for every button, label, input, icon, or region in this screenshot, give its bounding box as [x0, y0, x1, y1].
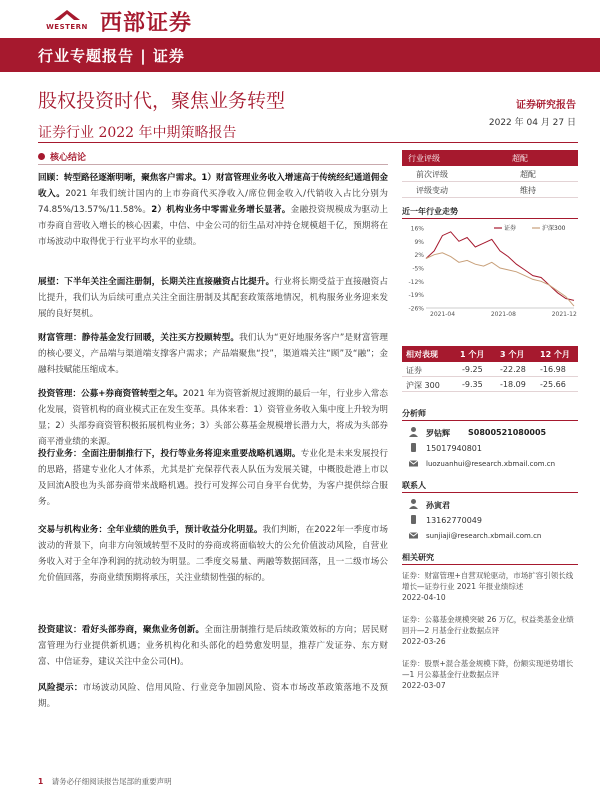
paragraph-lead: 投资建议：看好头部券商，聚焦业务创新。	[38, 625, 205, 635]
analyst-cert: S0800521080005	[468, 428, 547, 437]
performance-row	[402, 362, 578, 377]
contact-divider	[402, 492, 578, 493]
related-section-title: 相关研究	[402, 553, 434, 562]
chart-divider	[402, 218, 578, 219]
email-icon	[408, 530, 419, 541]
page-footer	[38, 776, 172, 787]
performance-table-header	[402, 346, 578, 362]
brand-logo	[38, 8, 96, 34]
rating-row	[402, 166, 578, 182]
report-subtitle: 证券行业 2022 年中期策略报告	[38, 125, 237, 141]
rating-label: 行业评级	[408, 154, 440, 163]
paragraph-lead: 展望：下半年关注全面注册制，长期关注直接融资占比提升。	[38, 277, 275, 287]
section-bullet-icon	[38, 153, 45, 160]
y-tick-label: -5%	[412, 265, 424, 273]
title-divider	[38, 142, 578, 143]
perf-cell: -16.98	[540, 365, 566, 374]
related-item-date: 2022-03-07	[402, 681, 446, 690]
analyst-email[interactable]: luozuanhui@research.xbmail.com.cn	[426, 460, 556, 468]
paragraph-text: 2021 年我们统计国内的上市券商代买净收入/席位佣金收入/代销收入占比分别为 74.85%/13.57%/11.58%。	[38, 189, 388, 215]
related-item-date: 2022-04-10	[402, 593, 446, 602]
rating-value: 超配	[520, 170, 536, 179]
analyst-phone: 15017940801	[426, 444, 482, 453]
rating-table-header	[402, 150, 578, 166]
related-item[interactable]	[402, 614, 578, 647]
phone-icon	[408, 514, 419, 525]
paragraph-lead: 投行业务：全面注册制推行下，投行等业务将迎来重要战略机遇期。	[38, 449, 301, 459]
rating-value: 超配	[512, 154, 528, 163]
related-item-date: 2022-03-26	[402, 637, 446, 646]
trend-chart	[402, 222, 578, 322]
chart-title: 近一年行业走势	[402, 207, 458, 216]
footer-disclaimer: 请务必仔细阅读报告尾部的重要声明	[51, 777, 172, 786]
related-item-title: 证券：财富管理+自营双轮驱动，市场扩容引领长线增长—证券行业 2021 年报业绩综述	[402, 571, 574, 591]
rating-label: 前次评级	[416, 170, 448, 179]
paragraph-trading	[38, 522, 388, 586]
brand-name-en: WESTERN	[46, 23, 88, 31]
report-date: 2022 年 04 月 27 日	[488, 118, 576, 128]
report-header	[0, 0, 600, 70]
phone-icon	[408, 442, 419, 453]
y-tick-label: -19%	[408, 292, 424, 300]
paragraph-investment	[38, 622, 388, 670]
person-icon	[408, 426, 419, 437]
person-icon	[408, 498, 419, 509]
paragraph-lead: 风险提示：	[38, 683, 83, 693]
paragraph-review	[38, 170, 388, 250]
perf-header-cell: 12 个月	[540, 350, 570, 359]
analyst-divider	[402, 420, 578, 421]
paragraph-text: 金融投资规模成为驱动上市券商自营收入增长的核心因素，中信、中金公司的衍生品对冲持仓规模超千亿，预期将在市场波动中取得优于行业平均水平的业绩。	[38, 205, 388, 247]
perf-header-cell: 相对表现	[406, 350, 438, 359]
banner-text: 行业专题报告 | 证券	[38, 47, 185, 65]
contact-phone: 13162770049	[426, 516, 482, 525]
section-title: 核心结论	[50, 153, 87, 163]
paragraph-lead: 财富管理：静待基金发行回暖，关注买方投顾转型。	[38, 333, 240, 343]
perf-cell: -25.66	[540, 380, 566, 389]
page-number: 1	[38, 777, 44, 786]
performance-row	[402, 377, 578, 392]
paragraph-text: 行业将长期受益于直接融资占比提升，我们认为后续可重点关注全面注册制及其配套政策落地情况，机构服务业务迎来发展的良好契机。	[38, 277, 388, 319]
paragraph-risk	[38, 680, 388, 712]
perf-cell: -18.09	[500, 380, 526, 389]
contact-name: 孙寅君	[426, 501, 450, 510]
paragraph-text: 专业化是未来发展投行的思路，搭建专业化人才体系，尤其是扩充保荐代表人队伍为发展关键，中概股赴港上市以及回流A股也为头部券商带来战略机遇。投行可发挥公司自身平台优势，为客户提供综合服务。	[38, 449, 388, 507]
category-banner	[0, 38, 600, 72]
x-tick-label: 2021-12	[551, 311, 577, 318]
paragraph-ib	[38, 446, 388, 510]
contact-section-title: 联系人	[402, 481, 426, 490]
brand-logo-icon	[52, 8, 82, 22]
related-divider	[402, 564, 578, 565]
perf-cell: 沪深 300	[406, 381, 440, 390]
brand-name-cn: 西部证券	[100, 10, 193, 36]
paragraph-lead: 回顾：转型路径逐渐明晰，聚焦客户需求。1）财富管理业务收入增速高于传统经纪通道佣金收入。	[38, 173, 388, 199]
perf-cell: -22.28	[500, 365, 526, 374]
paragraph-wealth	[38, 330, 388, 378]
paragraph-text: 2021 年为资管新规过渡期的最后一年，行业步入常态化发展，资管机构的商业模式正在发生变革。具体来看：1）资管业务收入集中度上升较为明显；2）头部券商资管积极拓展机构业务；3）头部公募基金规模增长潜力大，将成为头部券商平滑业绩的来源。	[38, 389, 389, 447]
related-item-title: 证券：股票+混合基金规模下降，份额实现逆势增长—1 月公募基金行业数据点评	[402, 659, 574, 679]
report-title: 股权投资时代，聚焦业务转型	[38, 90, 286, 112]
email-icon	[408, 458, 419, 469]
legend-label: 沪深300	[542, 225, 566, 232]
analyst-name: 罗钻辉	[426, 429, 450, 438]
rating-row	[402, 182, 578, 198]
perf-cell: 证券	[406, 366, 422, 375]
paragraph-asset-mgmt	[38, 386, 388, 450]
y-tick-label: 9%	[414, 238, 424, 246]
perf-cell: -9.35	[462, 380, 483, 389]
y-tick-label: -26%	[408, 305, 424, 313]
perf-header-cell: 3 个月	[500, 350, 525, 359]
perf-header-cell: 1 个月	[460, 350, 485, 359]
paragraph-lead: 2）机构业务中零需业务增长显著。	[151, 205, 291, 215]
paragraph-text: 市场波动风险、信用风险、行业竞争加剧风险、资本市场改革政策落地不及预期。	[38, 683, 388, 709]
series-line-securities	[426, 232, 574, 301]
contact-email[interactable]: sunjiaji@research.xbmail.com.cn	[426, 532, 542, 540]
section-divider	[38, 164, 388, 165]
paragraph-text: 我们认为“更好地服务客户”是财富管理的核心要义，产品端与渠道端支撑客户需求；产品端聚焦“投”，渠道端关注“顾”及“融”；金融科技赋能压缩成本。	[38, 333, 388, 375]
y-tick-label: 2%	[414, 252, 424, 260]
report-type: 证券研究报告	[516, 100, 576, 111]
paragraph-outlook	[38, 274, 388, 322]
section-heading	[38, 150, 388, 164]
series-line-csi300	[426, 253, 574, 306]
paragraph-lead: 投资管理：公募+券商资管转型之年。	[38, 389, 183, 399]
paragraph-lead: 交易与机构业务：全年业绩的胜负手，预计收益分化明显。	[38, 525, 263, 535]
paragraph-text: 全面注册制推行是后续政策效标的方向；居民财富管理为行业提供新机遇；业务机构化和头部化的趋势愈发明显，推荐广发证券、东方财富、中信证券，建议关注中金公司(H)。	[38, 625, 388, 667]
legend-label: 证券	[504, 225, 517, 232]
rating-label: 评级变动	[416, 186, 448, 195]
paragraph-text: 我们判断，在2022年一季度市场波动的背景下，向非方向领域转型不及时的券商或将面临较大的公允价值波动风险，自营业务收入对于全年净利润的扰动较为明显。二季度交易量、两融等数据回落，且一二级市场公允价值回落，券商业绩预期将承压，关注业绩韧性强的标的。	[38, 525, 388, 583]
rating-value: 维持	[520, 186, 536, 195]
related-item-title: 证券：公募基金规模突破 26 万亿，权益类基金业绩回升—2 月基金行业数据点评	[402, 615, 574, 635]
related-item[interactable]	[402, 570, 578, 603]
y-tick-label: -12%	[408, 278, 424, 286]
perf-cell: -9.25	[462, 365, 483, 374]
related-item[interactable]	[402, 658, 578, 691]
y-tick-label: 16%	[410, 225, 424, 233]
analyst-section-title: 分析师	[402, 409, 426, 418]
x-tick-label: 2021-08	[490, 311, 516, 318]
x-tick-label: 2021-04	[430, 311, 456, 318]
